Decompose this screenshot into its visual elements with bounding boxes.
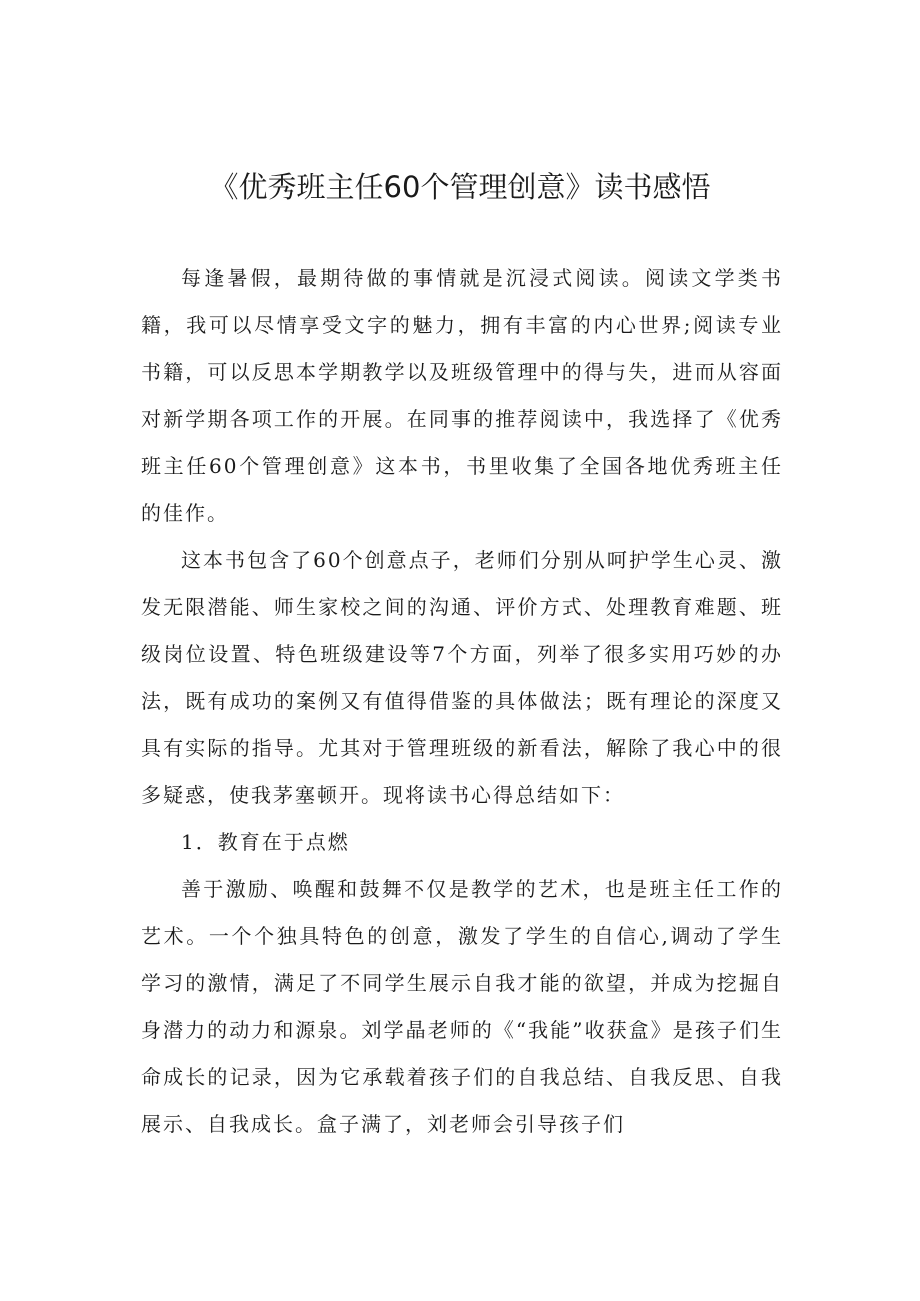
section-heading-1: 1．教育在于点燃 bbox=[181, 830, 350, 854]
paragraph-intro: 每逢暑假，最期待做的事情就是沉浸式阅读。阅读文学类书籍，我可以尽情享受文字的魅力，拥有丰富的内心世界;阅读专业书籍，可以反思本学期教学以及班级管理中的得与失，进而从容面对新学期各项工作的开展。在同事的推荐阅读中，我选择了《优秀班主任60个管理创意》这本书，书里收集了全国各地优秀班主任的佳作。 bbox=[141, 266, 783, 525]
document-title: 《优秀班主任60个管理创意》读书感悟 bbox=[209, 170, 711, 204]
paragraph-overview: 这本书包含了60个创意点子，老师们分别从呵护学生心灵、激发无限潜能、师生家校之间的沟通、评价方式、处理教育难题、班级岗位设置、特色班级建设等7个方面，列举了很多实用巧妙的办法，既有成功的案例又有值得借鉴的具体做法；既有理论的深度又具有实际的指导。尤其对于管理班级的新看法，解除了我心中的很多疑惑，使我茅塞顿开。现将读书心得总结如下： bbox=[141, 548, 783, 807]
paragraph-section-1: 善于激励、唤醒和鼓舞不仅是教学的艺术，也是班主任工作的艺术。一个个独具特色的创意，激发了学生的自信心,调动了学生学习的激情，满足了不同学生展示自我才能的欲望，并成为挖掘自身潜力的动力和源泉。刘学晶老师的《“我能”收获盒》是孩子们生命成长的记录，因为它承载着孩子们的自我总结、自我反思、自我展示、自我成长。盒子满了，刘老师会引导孩子们 bbox=[141, 877, 783, 1136]
document-body bbox=[141, 255, 783, 1148]
